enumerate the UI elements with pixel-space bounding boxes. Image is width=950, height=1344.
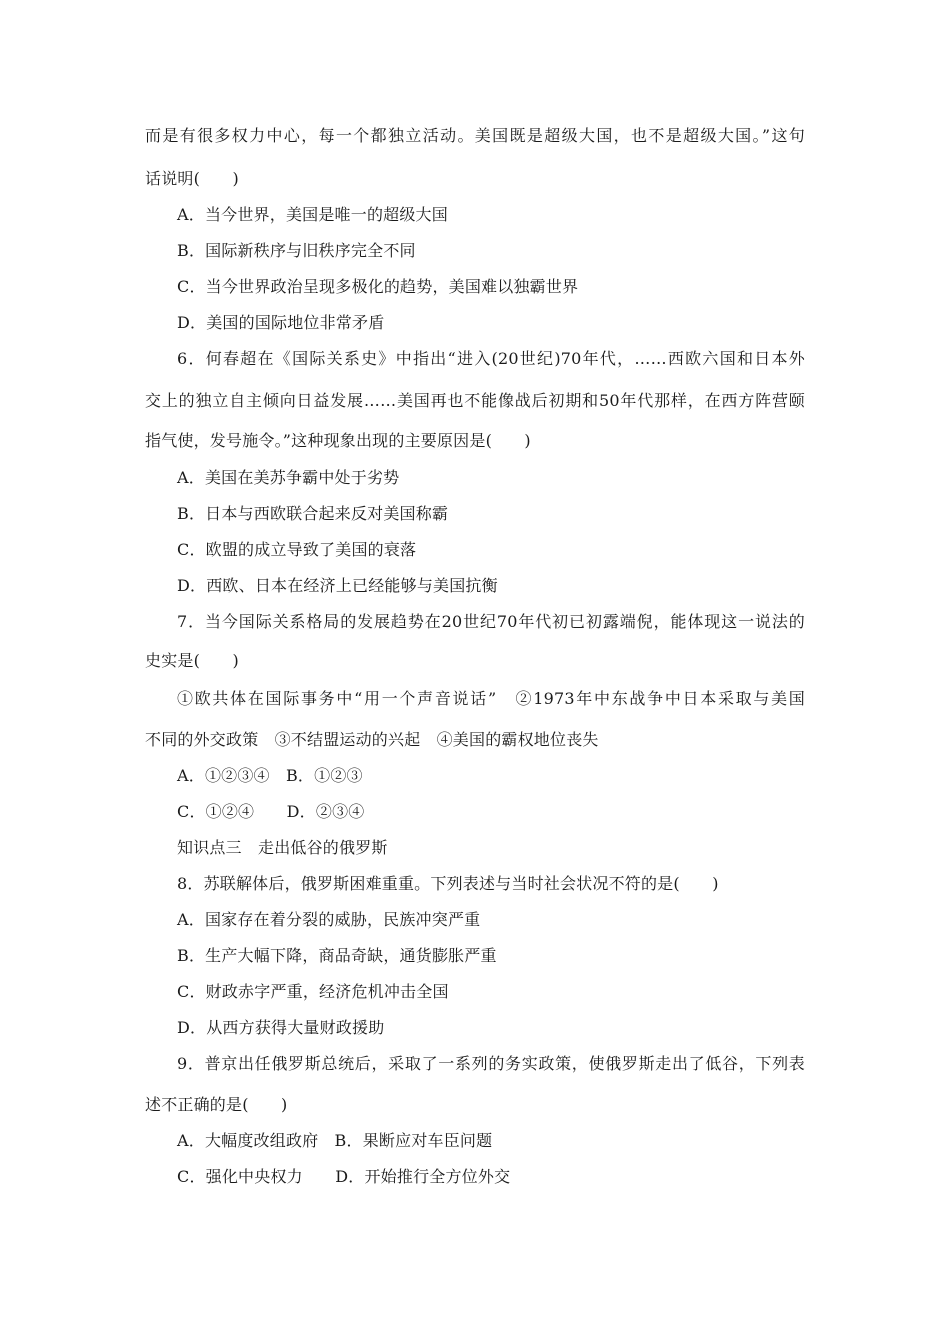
question-7-stem-line-2: 史实是( ) — [145, 651, 239, 670]
question-9-stem-line-2: 述不正确的是( ) — [145, 1095, 288, 1114]
question-9-options-ab: A．大幅度改组政府 B．果断应对车臣问题 — [177, 1131, 493, 1150]
question-5-option-d: D．美国的国际地位非常矛盾 — [177, 313, 385, 332]
question-7-statements-line-1: ①欧共体在国际事务中“用一个声音说话” ②1973年中东战争中日本采取与美国 — [177, 689, 805, 708]
question-6-stem-line-2: 交上的独立自主倾向日益发展……美国再也不能像战后初期和50年代那样，在西方阵营颐 — [145, 391, 805, 410]
question-8-option-b: B．生产大幅下降，商品奇缺，通货膨胀严重 — [177, 946, 497, 965]
question-5-stem-line-1: 而是有很多权力中心，每一个都独立活动。美国既是超级大国，也不是超级大国。”这句 — [145, 126, 805, 145]
question-7-stem-line-1: 7．当今国际关系格局的发展趋势在20世纪70年代初已初露端倪，能体现这一说法的 — [177, 612, 805, 631]
question-8-stem: 8．苏联解体后，俄罗斯困难重重。下列表述与当时社会状况不符的是( ) — [177, 874, 719, 893]
question-6-option-a: A．美国在美苏争霸中处于劣势 — [177, 468, 400, 487]
question-6-stem-line-3: 指气使，发号施令。”这种现象出现的主要原因是( ) — [145, 431, 531, 450]
question-6-stem-line-1: 6．何春超在《国际关系史》中指出“进入(20世纪)70年代，……西欧六国和日本外 — [177, 349, 805, 368]
question-6-option-d: D．西欧、日本在经济上已经能够与美国抗衡 — [177, 576, 498, 595]
section-heading: 知识点三 走出低谷的俄罗斯 — [177, 838, 388, 857]
question-7-options-ab: A．①②③④ B．①②③ — [177, 766, 363, 785]
question-7-statements-line-2: 不同的外交政策 ③不结盟运动的兴起 ④美国的霸权地位丧失 — [145, 730, 599, 749]
question-5-option-a: A．当今世界，美国是唯一的超级大国 — [177, 205, 448, 224]
question-6-option-c: C．欧盟的成立导致了美国的衰落 — [177, 540, 417, 559]
question-5-option-b: B．国际新秩序与旧秩序完全不同 — [177, 241, 416, 260]
question-9-options-cd: C．强化中央权力 D．开始推行全方位外交 — [177, 1167, 511, 1186]
question-8-option-d: D．从西方获得大量财政援助 — [177, 1018, 385, 1037]
question-7-options-cd: C．①②④ D．②③④ — [177, 802, 365, 821]
question-6-option-b: B．日本与西欧联合起来反对美国称霸 — [177, 504, 449, 523]
question-8-option-c: C．财政赤字严重，经济危机冲击全国 — [177, 982, 449, 1001]
question-5-stem-line-2: 话说明( ) — [145, 169, 239, 188]
question-8-option-a: A．国家存在着分裂的威胁，民族冲突严重 — [177, 910, 481, 929]
question-9-stem-line-1: 9．普京出任俄罗斯总统后，采取了一系列的务实政策，使俄罗斯走出了低谷，下列表 — [177, 1054, 805, 1073]
question-5-option-c: C．当今世界政治呈现多极化的趋势，美国难以独霸世界 — [177, 277, 579, 296]
